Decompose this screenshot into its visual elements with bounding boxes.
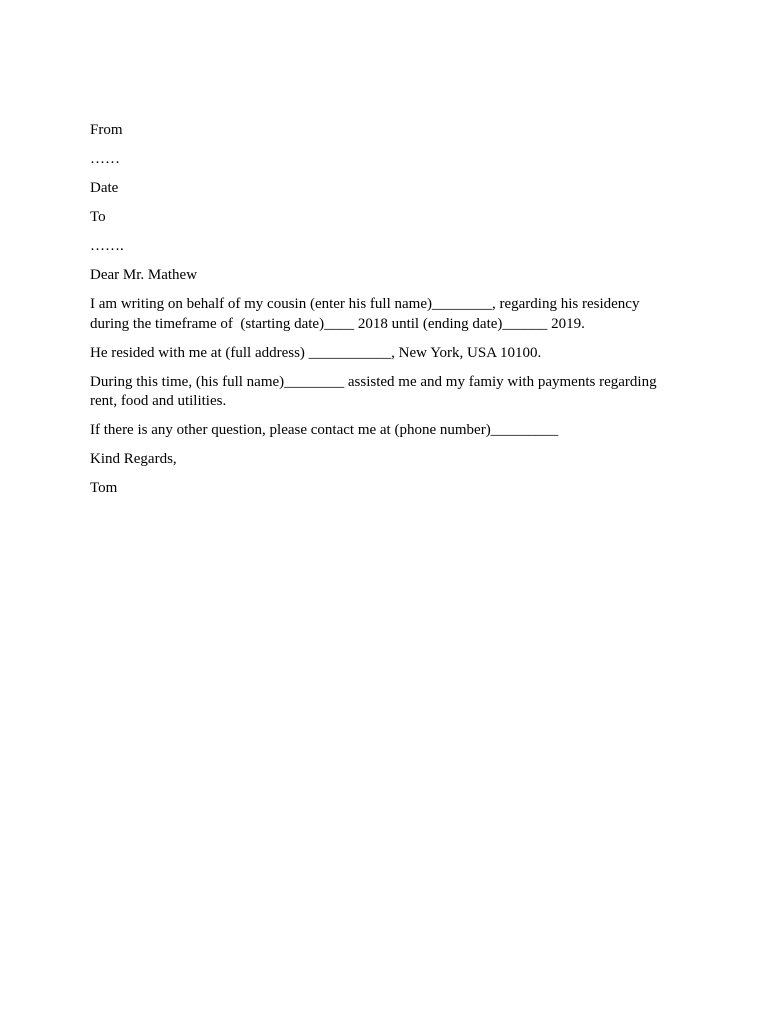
to-placeholder: ……. xyxy=(90,238,124,254)
letter-body xyxy=(90,121,670,508)
paragraph-address: He resided with me at (full address) ___________, New York, USA 10100. xyxy=(90,344,542,361)
from-label: From xyxy=(90,122,123,138)
from-placeholder: …… xyxy=(90,151,120,167)
to-label: To xyxy=(90,209,106,225)
salutation: Dear Mr. Mathew xyxy=(90,267,198,283)
paragraph-payments: During this time, (his full name)________ assisted me and my famiy with payments regarding rent, food and utilities. xyxy=(90,373,661,409)
closing: Kind Regards, xyxy=(90,451,177,467)
paragraph-contact: If there is any other question, please contact me at (phone number)_________ xyxy=(90,422,559,438)
date-label: Date xyxy=(90,180,119,196)
paragraph-residency: I am writing on behalf of my cousin (enter his full name)________, regarding his residency during the timeframe of (starting date)____ 2018 until (ending date)______ 2019. xyxy=(90,296,644,332)
signature: Tom xyxy=(90,480,118,496)
